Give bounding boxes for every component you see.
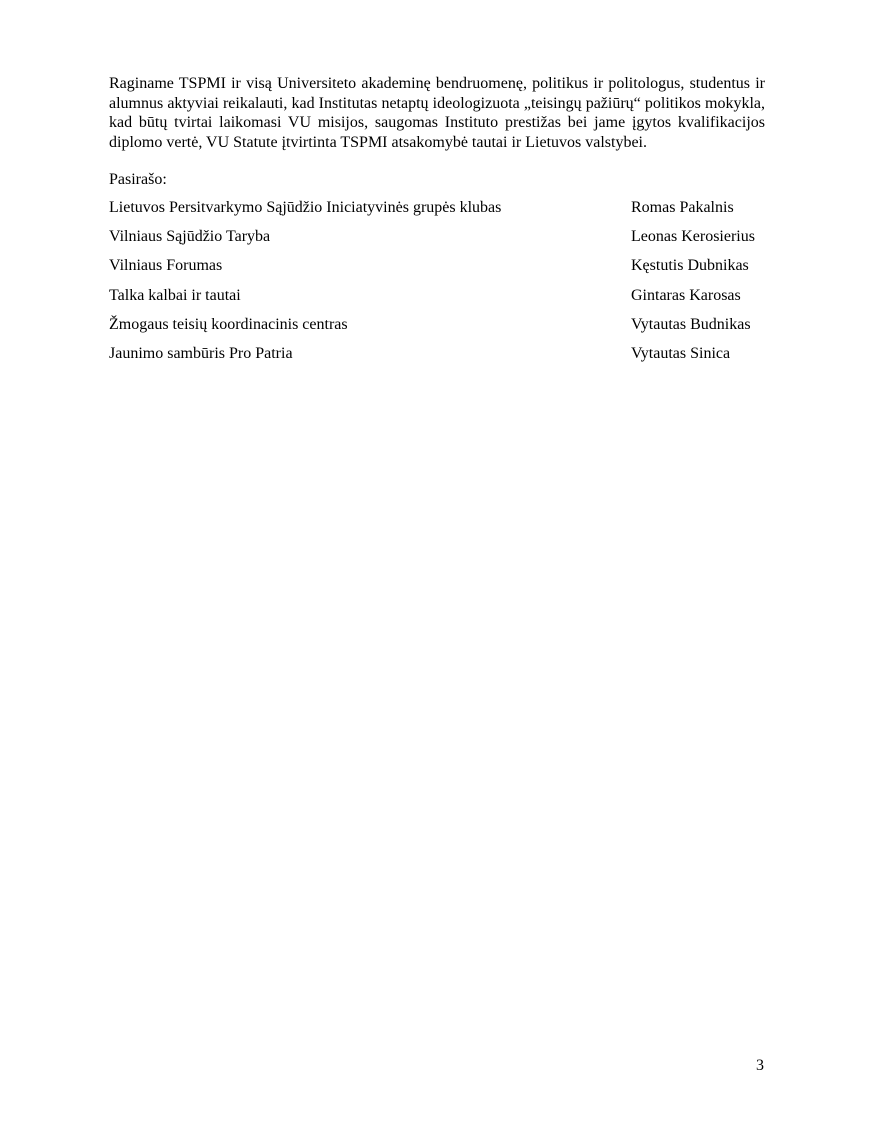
signatory-row (109, 256, 779, 285)
signatory-row (109, 315, 779, 344)
signatories-list (109, 198, 779, 373)
signatory-name: Gintaras Karosas (631, 286, 741, 304)
signatory-name: Vytautas Sinica (631, 344, 731, 362)
signatory-name: Kęstutis Dubnikas (631, 257, 749, 275)
organization-name: Talka kalbai ir tautai (109, 286, 241, 304)
signatory-row (109, 198, 779, 227)
organization-name: Lietuvos Persitvarkymo Sąjūdžio Iniciatyvinės grupės klubas (109, 199, 502, 216)
signatory-name: Leonas Kerosierius (631, 228, 755, 246)
signatory-name: Vytautas Budnikas (631, 315, 751, 333)
signatory-row (109, 286, 779, 315)
organization-name: Vilniaus Sąjūdžio Taryba (109, 228, 271, 246)
organization-name: Žmogaus teisių koordinacinis centras (109, 315, 348, 333)
appeal-paragraph: Raginame TSPMI ir visą Universiteto akademinę bendruomenę, politikus ir politologus, studentus ir alumnus aktyviai reikalauti, kad Institutas netaptų ideologizuota „teisingų pažiūrų“ politikos mokykla, kad būtų tvirtai laikomasi VU misijos, saugomas Instituto prestižas bei jame įgytos kvalifikacijos diplomo vertė, VU Statute įtvirtinta TSPMI atsakomybė tautai ir Lietuvos valstybei. (109, 75, 765, 151)
signatory-name: Romas Pakalnis (631, 199, 734, 216)
signatory-row (109, 227, 779, 256)
signatory-row (109, 344, 779, 373)
signed-by-label: Pasirašo: (109, 171, 167, 188)
organization-name: Jaunimo sambūris Pro Patria (109, 344, 293, 362)
organization-name: Vilniaus Forumas (109, 257, 223, 275)
page-number: 3 (756, 1057, 764, 1074)
